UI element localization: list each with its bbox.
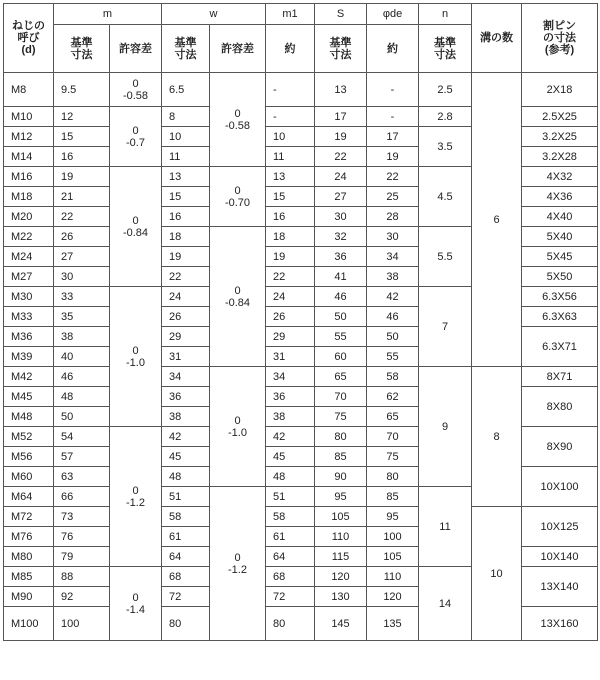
cell-m-tolerance: 0 -1.2 xyxy=(110,427,162,567)
cell-m1: 13 xyxy=(266,167,315,187)
cell-m-basic: 15 xyxy=(54,127,110,147)
header-m1: m1 xyxy=(266,4,315,25)
cell-thread-size: M12 xyxy=(4,127,54,147)
cell-s: 90 xyxy=(315,467,367,487)
header-thread-size: ねじの 呼び (d) xyxy=(4,4,54,73)
cell-m-tolerance: 0 -1.4 xyxy=(110,567,162,641)
cell-de: 28 xyxy=(367,207,419,227)
header-de-approx: 約 xyxy=(367,25,419,73)
cell-thread-size: M10 xyxy=(4,107,54,127)
cell-w-basic: 26 xyxy=(162,307,210,327)
cell-thread-size: M27 xyxy=(4,267,54,287)
cell-w-tolerance: 0 -1.2 xyxy=(210,487,266,641)
cell-thread-size: M24 xyxy=(4,247,54,267)
header-w: w xyxy=(162,4,266,25)
cell-split-pin: 8X71 xyxy=(522,367,598,387)
cell-de: 105 xyxy=(367,547,419,567)
cell-de: 85 xyxy=(367,487,419,507)
cell-thread-size: M45 xyxy=(4,387,54,407)
cell-thread-size: M64 xyxy=(4,487,54,507)
cell-m1: 68 xyxy=(266,567,315,587)
cell-s: 55 xyxy=(315,327,367,347)
cell-s: 105 xyxy=(315,507,367,527)
cell-de: 34 xyxy=(367,247,419,267)
cell-n: 7 xyxy=(419,287,472,367)
header-groove-count: 溝の数 xyxy=(472,4,522,73)
cell-w-basic: 19 xyxy=(162,247,210,267)
cell-split-pin: 6.3X71 xyxy=(522,327,598,367)
table-body xyxy=(4,4,598,641)
cell-split-pin: 5X45 xyxy=(522,247,598,267)
cell-m1: 34 xyxy=(266,367,315,387)
cell-w-basic: 18 xyxy=(162,227,210,247)
cell-s: 85 xyxy=(315,447,367,467)
cell-de: 100 xyxy=(367,527,419,547)
cell-split-pin: 10X140 xyxy=(522,547,598,567)
cell-m-basic: 57 xyxy=(54,447,110,467)
cell-split-pin: 6.3X63 xyxy=(522,307,598,327)
cell-m1: 10 xyxy=(266,127,315,147)
header-m: m xyxy=(54,4,162,25)
cell-m1: 15 xyxy=(266,187,315,207)
header-s: S xyxy=(315,4,367,25)
cell-m-basic: 100 xyxy=(54,607,110,641)
cell-m1: 22 xyxy=(266,267,315,287)
cell-de: - xyxy=(367,107,419,127)
cell-de: 50 xyxy=(367,327,419,347)
cell-de: 58 xyxy=(367,367,419,387)
cell-w-tolerance: 0 -0.58 xyxy=(210,73,266,167)
cell-n: 4.5 xyxy=(419,167,472,227)
cell-split-pin: 2.5X25 xyxy=(522,107,598,127)
cell-thread-size: M85 xyxy=(4,567,54,587)
cell-m-tolerance: 0 -0.7 xyxy=(110,107,162,167)
cell-de: 65 xyxy=(367,407,419,427)
cell-s: 50 xyxy=(315,307,367,327)
cell-n: 9 xyxy=(419,367,472,487)
cell-de: 70 xyxy=(367,427,419,447)
cell-thread-size: M14 xyxy=(4,147,54,167)
cell-s: 110 xyxy=(315,527,367,547)
cell-w-basic: 34 xyxy=(162,367,210,387)
cell-w-basic: 6.5 xyxy=(162,73,210,107)
header-de: φde xyxy=(367,4,419,25)
cell-split-pin: 13X140 xyxy=(522,567,598,607)
cell-w-tolerance: 0 -0.70 xyxy=(210,167,266,227)
cell-de: 55 xyxy=(367,347,419,367)
cell-thread-size: M90 xyxy=(4,587,54,607)
cell-split-pin: 5X40 xyxy=(522,227,598,247)
header-m-basic: 基準 寸法 xyxy=(54,25,110,73)
cell-de: 135 xyxy=(367,607,419,641)
cell-m-tolerance: 0 -0.84 xyxy=(110,167,162,287)
cell-m-basic: 76 xyxy=(54,527,110,547)
cell-thread-size: M36 xyxy=(4,327,54,347)
cell-split-pin: 10X125 xyxy=(522,507,598,547)
cell-s: 60 xyxy=(315,347,367,367)
cell-m-basic: 19 xyxy=(54,167,110,187)
cell-m1: 19 xyxy=(266,247,315,267)
cell-de: 17 xyxy=(367,127,419,147)
cell-s: 19 xyxy=(315,127,367,147)
cell-m1: 61 xyxy=(266,527,315,547)
cell-s: 32 xyxy=(315,227,367,247)
cell-m-basic: 16 xyxy=(54,147,110,167)
cell-thread-size: M80 xyxy=(4,547,54,567)
cell-thread-size: M60 xyxy=(4,467,54,487)
cell-m1: 48 xyxy=(266,467,315,487)
cell-s: 95 xyxy=(315,487,367,507)
cell-w-basic: 11 xyxy=(162,147,210,167)
cell-s: 27 xyxy=(315,187,367,207)
cell-m1: 11 xyxy=(266,147,315,167)
cell-s: 65 xyxy=(315,367,367,387)
cell-de: 42 xyxy=(367,287,419,307)
cell-split-pin: 3.2X25 xyxy=(522,127,598,147)
cell-n: 5.5 xyxy=(419,227,472,287)
cell-m1: 29 xyxy=(266,327,315,347)
cell-m1: - xyxy=(266,107,315,127)
cell-s: 120 xyxy=(315,567,367,587)
header-w-basic: 基準 寸法 xyxy=(162,25,210,73)
cell-w-basic: 58 xyxy=(162,507,210,527)
cell-thread-size: M18 xyxy=(4,187,54,207)
cell-m1: 72 xyxy=(266,587,315,607)
cell-thread-size: M20 xyxy=(4,207,54,227)
cell-s: 24 xyxy=(315,167,367,187)
cell-de: 46 xyxy=(367,307,419,327)
cell-w-basic: 10 xyxy=(162,127,210,147)
cell-s: 30 xyxy=(315,207,367,227)
cell-de: 75 xyxy=(367,447,419,467)
cell-thread-size: M42 xyxy=(4,367,54,387)
cell-de: 25 xyxy=(367,187,419,207)
cell-w-tolerance: 0 -0.84 xyxy=(210,227,266,367)
cell-m-basic: 73 xyxy=(54,507,110,527)
cell-s: 46 xyxy=(315,287,367,307)
cell-n: 3.5 xyxy=(419,127,472,167)
cell-m-basic: 26 xyxy=(54,227,110,247)
cell-m-basic: 22 xyxy=(54,207,110,227)
cell-s: 70 xyxy=(315,387,367,407)
cell-m-basic: 33 xyxy=(54,287,110,307)
cell-w-basic: 16 xyxy=(162,207,210,227)
cell-m1: 38 xyxy=(266,407,315,427)
cell-w-basic: 38 xyxy=(162,407,210,427)
cell-split-pin: 2X18 xyxy=(522,73,598,107)
cell-de: - xyxy=(367,73,419,107)
cell-w-basic: 24 xyxy=(162,287,210,307)
cell-split-pin: 4X32 xyxy=(522,167,598,187)
nut-dimension-table-wrapper xyxy=(3,3,598,641)
table-row xyxy=(4,367,598,387)
cell-w-basic: 45 xyxy=(162,447,210,467)
cell-w-basic: 68 xyxy=(162,567,210,587)
cell-m-basic: 9.5 xyxy=(54,73,110,107)
header-row-1 xyxy=(4,4,598,25)
cell-de: 62 xyxy=(367,387,419,407)
cell-w-basic: 22 xyxy=(162,267,210,287)
cell-m1: 24 xyxy=(266,287,315,307)
cell-thread-size: M16 xyxy=(4,167,54,187)
cell-split-pin: 4X40 xyxy=(522,207,598,227)
cell-m1: 64 xyxy=(266,547,315,567)
cell-s: 41 xyxy=(315,267,367,287)
cell-s: 22 xyxy=(315,147,367,167)
cell-de: 120 xyxy=(367,587,419,607)
cell-split-pin: 10X100 xyxy=(522,467,598,507)
cell-split-pin: 8X90 xyxy=(522,427,598,467)
cell-w-basic: 42 xyxy=(162,427,210,447)
cell-s: 75 xyxy=(315,407,367,427)
cell-m-basic: 40 xyxy=(54,347,110,367)
cell-m1: 26 xyxy=(266,307,315,327)
cell-m1: 31 xyxy=(266,347,315,367)
cell-thread-size: M22 xyxy=(4,227,54,247)
cell-m-basic: 88 xyxy=(54,567,110,587)
cell-m1: 45 xyxy=(266,447,315,467)
cell-s: 115 xyxy=(315,547,367,567)
cell-s: 13 xyxy=(315,73,367,107)
header-split-pin: 割ピン の寸法 (参考) xyxy=(522,4,598,73)
cell-de: 110 xyxy=(367,567,419,587)
cell-split-pin: 6.3X56 xyxy=(522,287,598,307)
cell-m1: 80 xyxy=(266,607,315,641)
cell-m1: 16 xyxy=(266,207,315,227)
cell-m1: 58 xyxy=(266,507,315,527)
cell-thread-size: M48 xyxy=(4,407,54,427)
cell-w-basic: 72 xyxy=(162,587,210,607)
cell-thread-size: M33 xyxy=(4,307,54,327)
cell-thread-size: M30 xyxy=(4,287,54,307)
header-m-tolerance: 許容差 xyxy=(110,25,162,73)
cell-s: 130 xyxy=(315,587,367,607)
cell-m1: - xyxy=(266,73,315,107)
cell-de: 22 xyxy=(367,167,419,187)
cell-n: 2.5 xyxy=(419,73,472,107)
cell-split-pin: 8X80 xyxy=(522,387,598,427)
cell-m-basic: 48 xyxy=(54,387,110,407)
cell-m-basic: 38 xyxy=(54,327,110,347)
cell-n: 14 xyxy=(419,567,472,641)
cell-m1: 42 xyxy=(266,427,315,447)
cell-w-basic: 61 xyxy=(162,527,210,547)
cell-m-tolerance: 0 -1.0 xyxy=(110,287,162,427)
cell-s: 80 xyxy=(315,427,367,447)
cell-w-tolerance: 0 -1.0 xyxy=(210,367,266,487)
cell-w-basic: 48 xyxy=(162,467,210,487)
cell-w-basic: 13 xyxy=(162,167,210,187)
cell-w-basic: 36 xyxy=(162,387,210,407)
cell-thread-size: M76 xyxy=(4,527,54,547)
cell-s: 145 xyxy=(315,607,367,641)
cell-m-basic: 92 xyxy=(54,587,110,607)
cell-groove-count: 6 xyxy=(472,73,522,367)
cell-groove-count: 8 xyxy=(472,367,522,507)
header-s-basic: 基準 寸法 xyxy=(315,25,367,73)
cell-split-pin: 13X160 xyxy=(522,607,598,641)
cell-thread-size: M72 xyxy=(4,507,54,527)
cell-de: 38 xyxy=(367,267,419,287)
cell-w-basic: 64 xyxy=(162,547,210,567)
cell-split-pin: 4X36 xyxy=(522,187,598,207)
cell-s: 17 xyxy=(315,107,367,127)
cell-m-basic: 79 xyxy=(54,547,110,567)
cell-m-basic: 63 xyxy=(54,467,110,487)
cell-n: 2.8 xyxy=(419,107,472,127)
table-row xyxy=(4,507,598,527)
cell-m1: 18 xyxy=(266,227,315,247)
cell-split-pin: 5X50 xyxy=(522,267,598,287)
cell-m-basic: 21 xyxy=(54,187,110,207)
cell-n: 11 xyxy=(419,487,472,567)
cell-de: 19 xyxy=(367,147,419,167)
cell-split-pin: 3.2X28 xyxy=(522,147,598,167)
cell-w-basic: 15 xyxy=(162,187,210,207)
cell-w-basic: 51 xyxy=(162,487,210,507)
cell-thread-size: M56 xyxy=(4,447,54,467)
cell-thread-size: M8 xyxy=(4,73,54,107)
nut-dimension-table xyxy=(3,3,598,641)
cell-m-basic: 54 xyxy=(54,427,110,447)
cell-de: 30 xyxy=(367,227,419,247)
cell-m-basic: 27 xyxy=(54,247,110,267)
cell-w-basic: 31 xyxy=(162,347,210,367)
cell-thread-size: M100 xyxy=(4,607,54,641)
cell-w-basic: 29 xyxy=(162,327,210,347)
cell-thread-size: M52 xyxy=(4,427,54,447)
cell-w-basic: 8 xyxy=(162,107,210,127)
cell-m-tolerance: 0 -0.58 xyxy=(110,73,162,107)
cell-m-basic: 30 xyxy=(54,267,110,287)
cell-w-basic: 80 xyxy=(162,607,210,641)
cell-m1: 36 xyxy=(266,387,315,407)
cell-de: 95 xyxy=(367,507,419,527)
cell-m-basic: 66 xyxy=(54,487,110,507)
cell-groove-count: 10 xyxy=(472,507,522,641)
header-n: n xyxy=(419,4,472,25)
cell-m-basic: 50 xyxy=(54,407,110,427)
header-w-tolerance: 許容差 xyxy=(210,25,266,73)
cell-m-basic: 12 xyxy=(54,107,110,127)
cell-m-basic: 35 xyxy=(54,307,110,327)
cell-m1: 51 xyxy=(266,487,315,507)
header-m1-approx: 約 xyxy=(266,25,315,73)
header-n-basic: 基準 寸法 xyxy=(419,25,472,73)
cell-m-basic: 46 xyxy=(54,367,110,387)
cell-s: 36 xyxy=(315,247,367,267)
cell-thread-size: M39 xyxy=(4,347,54,367)
table-row xyxy=(4,73,598,107)
cell-de: 80 xyxy=(367,467,419,487)
